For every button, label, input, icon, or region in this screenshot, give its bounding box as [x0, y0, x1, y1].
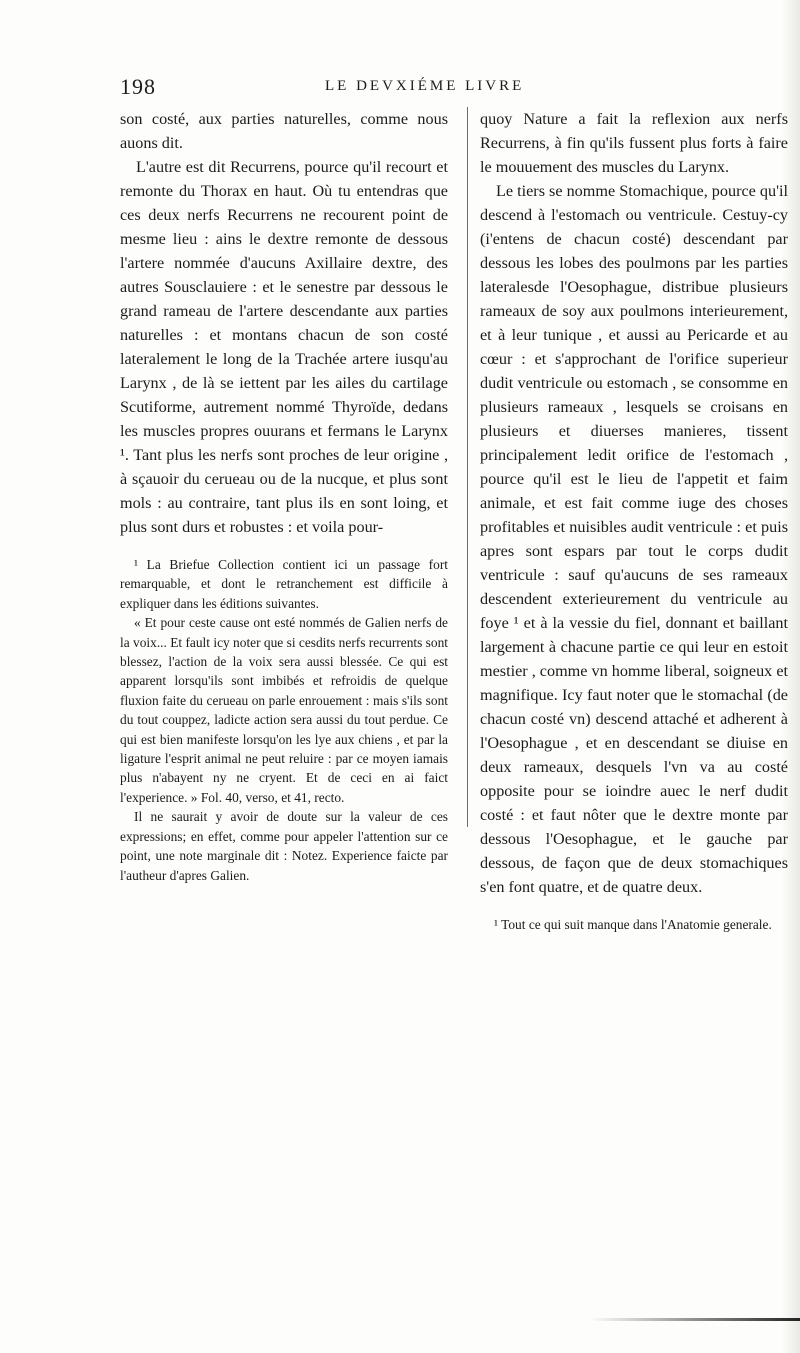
- page-header: [120, 74, 720, 104]
- running-head: LE DEVXIÉME LIVRE: [325, 78, 525, 94]
- left-column: [120, 107, 448, 885]
- left-paragraph-2: L'autre est dit Recurrens, pource qu'il recourt et remonte du Thorax en haut. Où tu entendras que ces deux nerfs Recurrens ne recourent point de mesme lieu : ains le dextre remonte de dessous l'artere nommée d'aucuns Axillaire dextre, des autres Sousclauiere : et le senestre par dessous le grand rameau de l'artere descendante aux parties naturelles : et montans chacun de son costé lateralement le long de la Trachée artere iusqu'au Larynx , de là se iettent par les ailes du cartilage Scutiforme, autrement nommé Thyroïde, dedans les muscles propres ouurans et fermans le Larynx ¹. Tant plus les nerfs sont proches de leur origine , à sçauoir du cerueau ou de la nucque, et plus sont mols : au contraire, tant plus ils en sont loing, et plus sont durs et robustes : et voila pour-: [120, 158, 448, 536]
- footnotes-left: [120, 555, 448, 885]
- left-paragraph-1: son costé, aux parties naturelles, comme nous auons dit.: [120, 110, 448, 152]
- page-bottom-edge: [590, 1318, 800, 1321]
- footnote-1: ¹ La Briefue Collection contient ici un passage fort remarquable, et dont le retranchement est difficile à expliquer dans les éditions suivantes.: [120, 557, 448, 611]
- footnote-right: ¹ Tout ce qui suit manque dans l'Anatomie generale.: [494, 917, 772, 932]
- right-paragraph-2: Le tiers se nomme Stomachique, pource qu'il descend à l'estomach ou ventricule. Cestuy-cy (i'entens de chacun costé) descendant par dessous les lobes des poulmons par les parties lateralesde l'Oesophague, distribue plusieurs rameaux de soy aux poulmons interieurement, et à leur tunique , et aussi au Pericarde et au cœur : et s'approchant de l'orifice superieur dudit ventricule ou estomach , se consomme en plusieurs rameaux , lesquels se croisans en plusieurs et diuerses manieres, tissent principalement ledit orifice de l'estomach , pource qu'il est le lieu de l'appetit et faim animale, et est fait comme iuge des choses profitables et nuisibles audit ventricule : et puis apres sont espars par tout le corps dudit ventricule : sauf qu'aucuns de ses rameaux descendent exterieurement du ventricule au foye ¹ et à la vessie du fiel, donnant et baillant largement à chacune partie ce qui leur en estoit mestier , comme vn homme liberal, soigneux et magnifique. Icy faut noter que le stomachal (de chacun costé vn) descend attaché et adherent à l'Oesophague , et en descendant se diuise en deux rameaux, desquels l'vn va au costé opposite pour se ioindre auec le nerf dudit costé : et faut nôter que le dextre monte par dessous l'Oesophague, et le gauche par dessous, de façon que de deux stomachiques s'en font quatre, et de quatre deux.: [480, 182, 788, 896]
- footnote-comment: Il ne saurait y avoir de doute sur la valeur de ces expressions; en effet, comme pour appeler l'attention sur ce point, une note marginale dit : Notez. Experience faicte par l'autheur d'apres Galien.: [120, 809, 448, 883]
- page-number: 198: [120, 74, 156, 99]
- footnote-quote: « Et pour ceste cause ont esté nommés de Galien nerfs de la voix... Et fault icy noter que si cesdits nerfs recurrents sont blessez, l'action de la voix sera aussi blessée. Ce qui est apparent lorsqu'ils sont imbibés et refroidis de quelque fluxion faite du cerueau on parle enrouement : mais s'ils sont du tout couppez, ladicte action sera aussi du tout perdue. Ce qui est bien manifeste lorsqu'on les lye aux chiens , et par la ligature l'esprit animal ne peut reluire : par ce moyen iamais plus n'abayent ny ne cryent. Et de ceci en ai faict l'experience. » Fol. 40, verso, et 41, recto.: [120, 615, 448, 805]
- right-column: [467, 107, 788, 932]
- right-paragraph-1: quoy Nature a fait la reflexion aux nerfs Recurrens, à fin qu'ils fussent plus forts à faire le mouuement des muscles du Larynx.: [480, 110, 788, 176]
